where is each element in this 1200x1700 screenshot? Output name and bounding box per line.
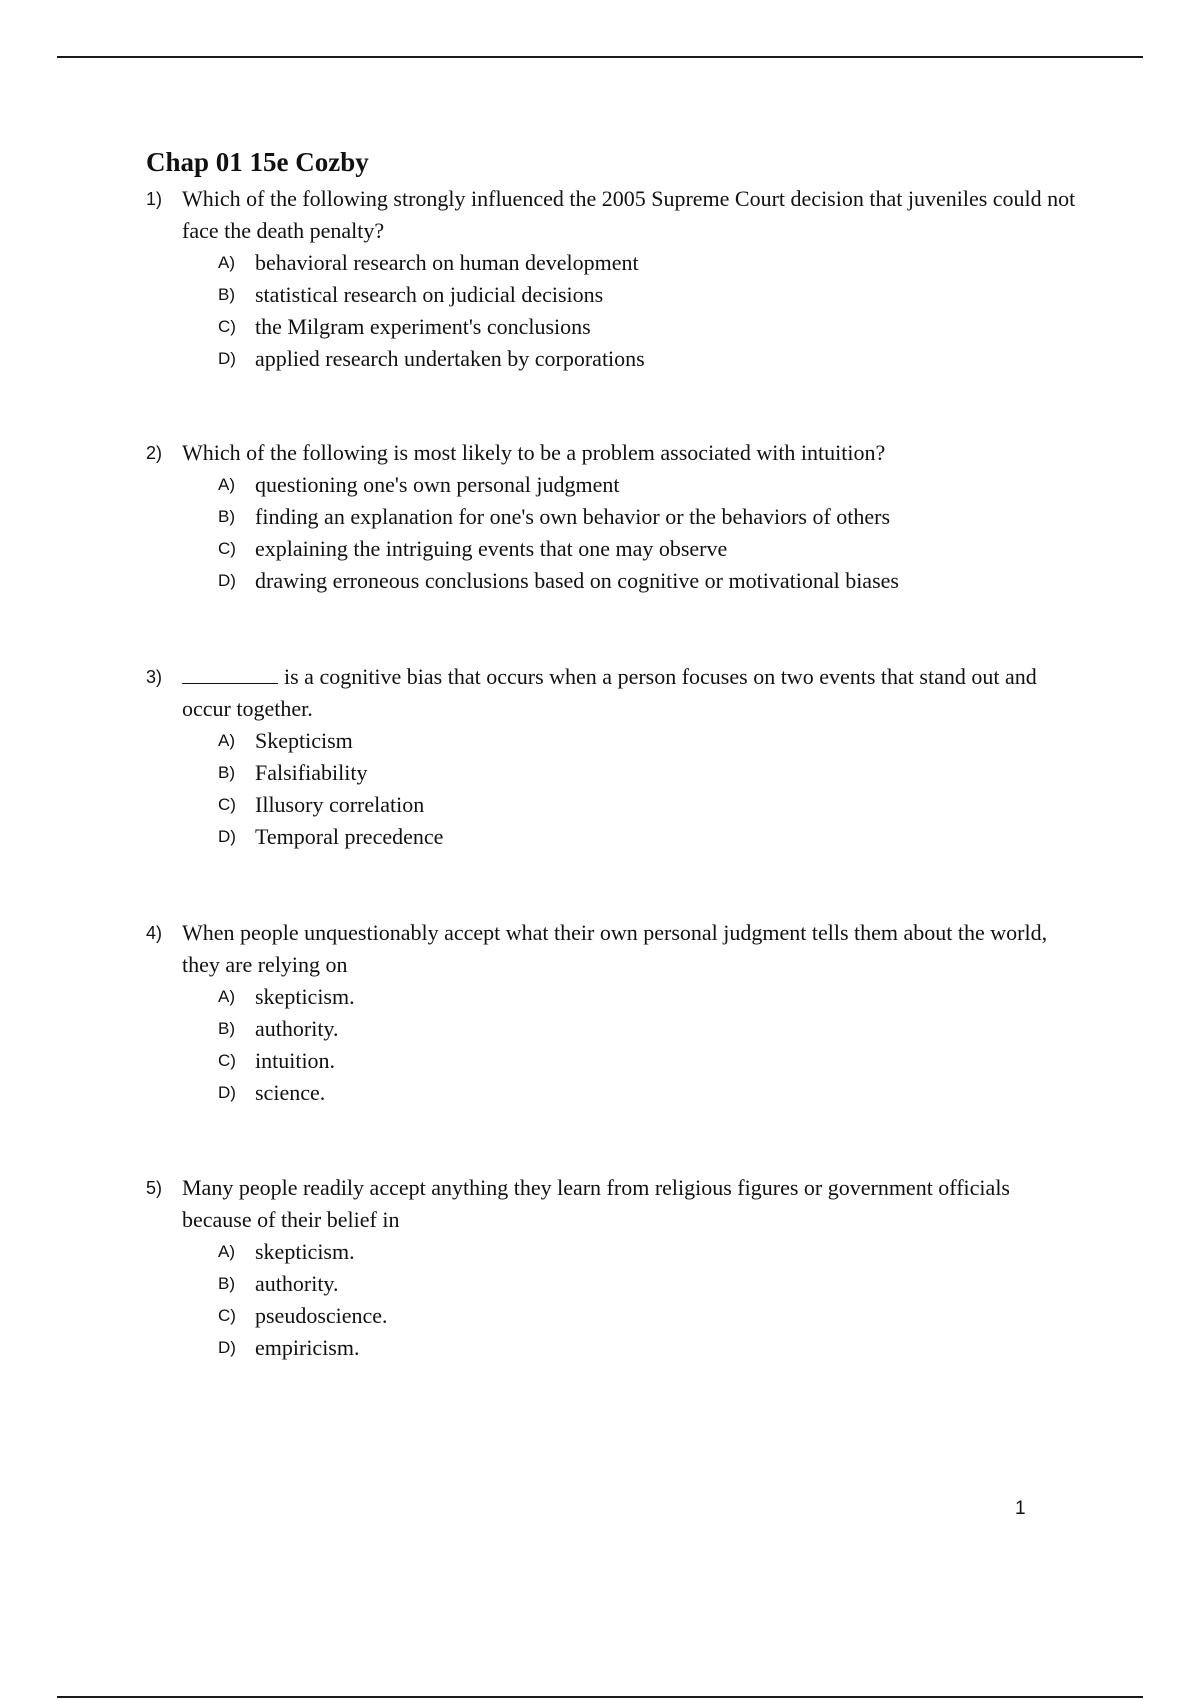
- answer-option[interactable]: [146, 1332, 1076, 1364]
- answer-option[interactable]: [146, 1268, 1076, 1300]
- answer-option[interactable]: [146, 533, 1076, 565]
- option-letter: A): [218, 731, 235, 750]
- option-letter: A): [218, 253, 235, 272]
- question-stem: [146, 1172, 1076, 1236]
- question-4: [146, 917, 1076, 1109]
- answer-option[interactable]: [146, 247, 1076, 279]
- option-letter: C): [218, 1051, 236, 1070]
- option-text: Illusory correlation: [255, 792, 425, 817]
- question-stem: [146, 661, 1076, 725]
- option-text: behavioral research on human development: [255, 250, 639, 275]
- answer-option[interactable]: [146, 1045, 1076, 1077]
- option-letter: A): [218, 987, 235, 1006]
- question-3: [146, 661, 1076, 853]
- option-letter: A): [218, 475, 235, 494]
- option-letter: C): [218, 1306, 236, 1325]
- question-stem: [146, 183, 1076, 247]
- answer-option[interactable]: [146, 565, 1076, 597]
- answer-options: [146, 725, 1076, 853]
- question-5: [146, 1172, 1076, 1364]
- answer-option[interactable]: [146, 789, 1076, 821]
- question-text: Which of the following strongly influenced the 2005 Supreme Court decision that juveniles could not face the death penalty?: [182, 186, 1076, 243]
- option-text: the Milgram experiment's conclusions: [255, 314, 591, 339]
- option-text: empiricism.: [255, 1335, 360, 1360]
- answer-options: [146, 1236, 1076, 1364]
- answer-options: [146, 247, 1076, 375]
- answer-option[interactable]: [146, 1077, 1076, 1109]
- option-text: pseudoscience.: [255, 1303, 388, 1328]
- page-title: Chap 01 15e Cozby: [146, 147, 369, 177]
- option-text: drawing erroneous conclusions based on cognitive or motivational biases: [255, 568, 899, 593]
- answer-option[interactable]: [146, 343, 1076, 375]
- question-number: 4): [146, 923, 163, 943]
- question-text: is a cognitive bias that occurs when a person focuses on two events that stand out and occur together.: [182, 664, 1037, 721]
- option-letter: B): [218, 507, 235, 526]
- option-text: applied research undertaken by corporations: [255, 346, 645, 371]
- option-text: skepticism.: [255, 1239, 355, 1264]
- option-letter: C): [218, 539, 236, 558]
- answer-option[interactable]: [146, 501, 1076, 533]
- option-text: authority.: [255, 1271, 339, 1296]
- answer-option[interactable]: [146, 311, 1076, 343]
- answer-option[interactable]: [146, 757, 1076, 789]
- option-letter: B): [218, 763, 235, 782]
- option-text: explaining the intriguing events that one may observe: [255, 536, 728, 561]
- option-text: science.: [255, 1080, 326, 1105]
- answer-option[interactable]: [146, 725, 1076, 757]
- option-text: finding an explanation for one's own behavior or the behaviors of others: [255, 504, 891, 529]
- question-text: Many people readily accept anything they learn from religious figures or government officials because of their belief in: [182, 1175, 1010, 1232]
- option-text: questioning one's own personal judgment: [255, 472, 620, 497]
- question-stem: [146, 437, 1076, 469]
- question-number: 3): [146, 667, 163, 687]
- option-letter: D): [218, 571, 236, 590]
- answer-option[interactable]: [146, 279, 1076, 311]
- top-rule: [57, 56, 1143, 58]
- option-text: authority.: [255, 1016, 339, 1041]
- option-letter: D): [218, 1083, 236, 1102]
- option-text: Falsifiability: [255, 760, 368, 785]
- question-stem: [146, 917, 1076, 981]
- answer-options: [146, 469, 1076, 597]
- answer-option[interactable]: [146, 981, 1076, 1013]
- option-text: intuition.: [255, 1048, 336, 1073]
- question-number: 1): [146, 189, 163, 209]
- question-text: Which of the following is most likely to be a problem associated with intuition?: [182, 440, 886, 465]
- option-text: Temporal precedence: [255, 824, 444, 849]
- option-text: skepticism.: [255, 984, 355, 1009]
- option-letter: D): [218, 349, 236, 368]
- option-letter: C): [218, 795, 236, 814]
- fill-in-blank: [182, 663, 278, 684]
- answer-option[interactable]: [146, 1013, 1076, 1045]
- option-letter: B): [218, 285, 235, 304]
- question-1: [146, 183, 1076, 375]
- bottom-rule: [57, 1696, 1143, 1698]
- option-letter: A): [218, 1242, 235, 1261]
- answer-option[interactable]: [146, 1236, 1076, 1268]
- answer-option[interactable]: [146, 1300, 1076, 1332]
- question-number: 5): [146, 1178, 163, 1198]
- question-text: When people unquestionably accept what their own personal judgment tells them about the world, they are relying on: [182, 920, 1048, 977]
- option-text: Skepticism: [255, 728, 353, 753]
- option-letter: B): [218, 1019, 235, 1038]
- answer-option[interactable]: [146, 469, 1076, 501]
- question-2: [146, 437, 1076, 597]
- answer-options: [146, 981, 1076, 1109]
- option-letter: C): [218, 317, 236, 336]
- page-number: 1: [1015, 1498, 1026, 1519]
- question-number: 2): [146, 443, 163, 463]
- option-text: statistical research on judicial decisions: [255, 282, 604, 307]
- option-letter: D): [218, 827, 236, 846]
- option-letter: B): [218, 1274, 235, 1293]
- answer-option[interactable]: [146, 821, 1076, 853]
- option-letter: D): [218, 1338, 236, 1357]
